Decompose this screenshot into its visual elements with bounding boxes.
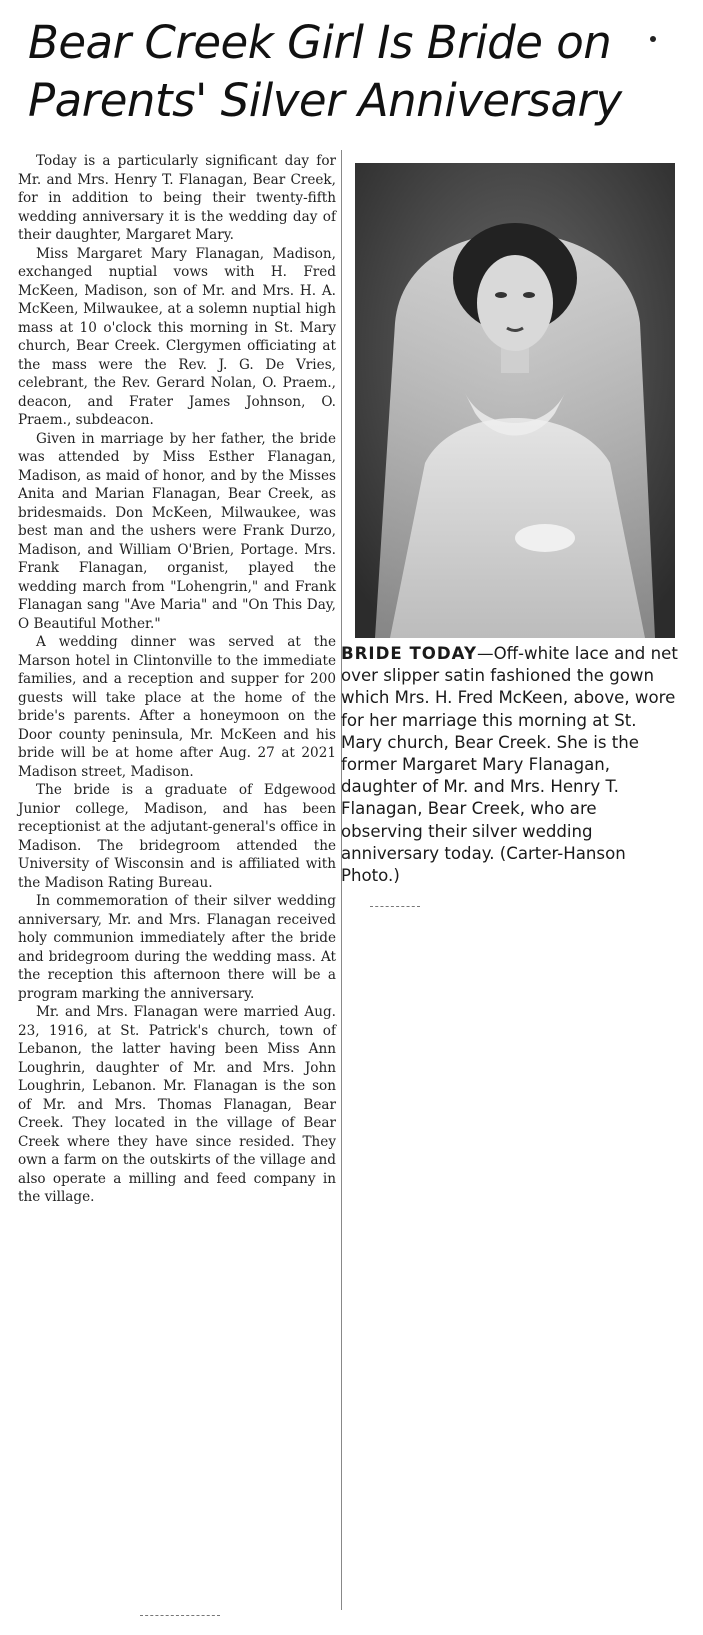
article-paragraph: Given in marriage by her father, the bride was attended by Miss Esther Flanagan, Madison, as maid of honor, and by the Misses Anita and Marian Flanagan, Bear Creek, as bridesmaids. Don McKeen, Milwaukee, was best man and the ushers were Frank Durzo, Madison, and William O'Brien, Portage. Mrs. Frank Flanagan, organist, played the wedding march from "Lohengrin," and Frank Flanagan sang "Ave Maria" and "On This Day, O Beautiful Mother." xyxy=(18,430,336,632)
headline-line-1: Bear Creek Girl Is Bride on xyxy=(28,16,612,69)
bride-portrait-icon xyxy=(355,163,675,638)
caption-lead: BRIDE TODAY xyxy=(341,644,477,663)
headline-line-2: Parents' Silver Anniversary xyxy=(28,74,622,127)
article-paragraph: A wedding dinner was served at the Marson hotel in Clintonville to the immediate families, and a reception and supper for 200 guests will take place at the home of the bride's parents. After a honeymoon on the Door county peninsula, Mr. McKeen and his bride will be at home after Aug. 27 at 2021 Madison street, Madison. xyxy=(18,634,336,780)
headline xyxy=(28,14,668,130)
caption-text: —Off-white lace and net over slipper satin fashioned the gown which Mrs. H. Fred McKeen, above, wore for her marriage this morning at St. Mary church, Bear Creek. She is the former Margaret Mary Flanagan, daughter of Mr. and Mrs. Henry T. Flanagan, Bear Creek, who are observing their silver wedding anniversary today. (Carter-Hanson Photo.) xyxy=(341,644,678,886)
article-body xyxy=(18,152,336,1207)
photo-caption xyxy=(341,643,681,887)
article-end-mark xyxy=(140,1615,220,1618)
caption-end-mark xyxy=(370,906,420,909)
article-paragraph: Mr. and Mrs. Flanagan were married Aug. 23, 1916, at St. Patrick's church, town of Lebanon, the latter having been Miss Ann Loughrin, daughter of Mr. and Mrs. John Loughrin, Lebanon. Mr. Flanagan is the son of Mr. and Mrs. Thomas Flanagan, Bear Creek. They located in the village of Bear Creek where they have since resided. They own a farm on the outskirts of the village and also operate a milling and feed company in the village. xyxy=(18,1004,336,1205)
article-paragraph: Today is a particularly significant day for Mr. and Mrs. Henry T. Flanagan, Bear Creek, for in addition to being their twenty-fifth wedding anniversary it is the wedding day of their daughter, Margaret Mary. xyxy=(18,153,336,243)
article-paragraph: Miss Margaret Mary Flanagan, Madison, exchanged nuptial vows with H. Fred McKeen, Madison, son of Mr. and Mrs. H. A. McKeen, Milwaukee, at a solemn nuptial high mass at 10 o'clock this morning in St. Mary church, Bear Creek. Clergymen officiating at the mass were the Rev. J. G. De Vries, celebrant, the Rev. Gerard Nolan, O. Praem., deacon, and Frater James Johnson, O. Praem., subdeacon. xyxy=(18,245,336,428)
print-speck-mark xyxy=(650,36,656,42)
bride-portrait-photo xyxy=(355,163,675,638)
article-paragraph: The bride is a graduate of Edgewood Junior college, Madison, and has been receptionist at the adjutant-general's office in Madison. The bridegroom attended the University of Wisconsin and is affiliated with the Madison Rating Bureau. xyxy=(18,782,336,891)
article-paragraph: In commemoration of their silver wedding anniversary, Mr. and Mrs. Flanagan received holy communion immediately after the bride and bridegroom during the wedding mass. At the reception this afternoon there will be a program marking the anniversary. xyxy=(18,893,336,1002)
